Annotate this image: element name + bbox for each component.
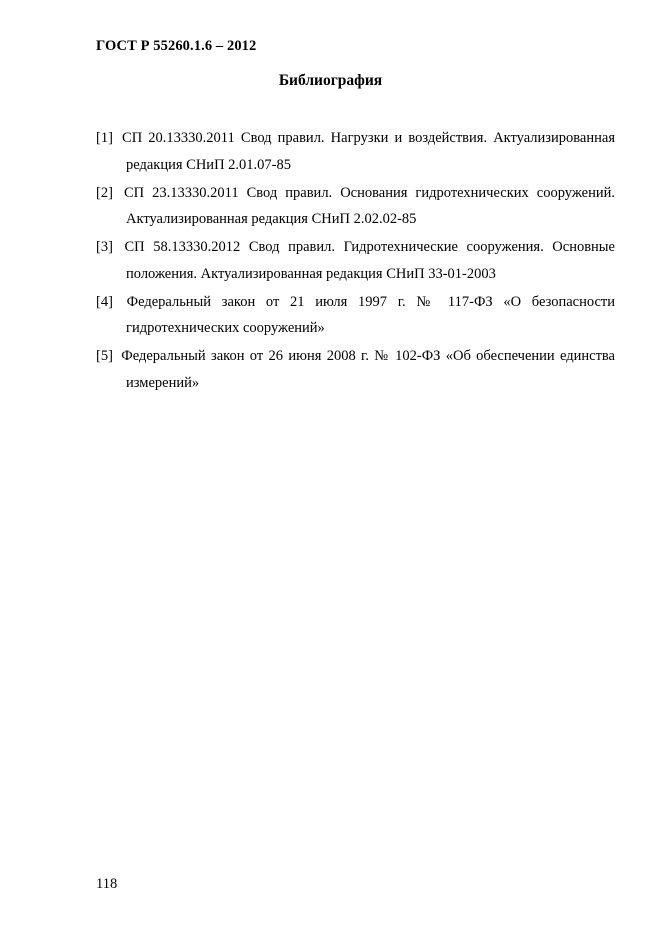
reference-text: СП 58.13330.2012 Свод правил. Гидротехнические сооружения. Основные положения. Актуализированная редакция СНиП 33-01-2003	[124, 239, 615, 282]
reference-text: Федеральный закон от 26 июня 2008 г. № 102-ФЗ «Об обеспечении единства измерений»	[121, 348, 615, 391]
bibliography-list	[96, 125, 615, 398]
page-title: Библиография	[278, 72, 383, 89]
reference-number: [4]	[96, 293, 113, 310]
bibliography-item	[96, 125, 615, 178]
reference-text: Федеральный закон от 21 июля 1997 г. № 117-ФЗ «О безопасности гидротехнических сооружений»	[126, 293, 616, 336]
bibliography-item	[96, 343, 615, 396]
bibliography-item	[96, 289, 615, 342]
reference-number: [1]	[96, 130, 113, 146]
bibliography-item	[96, 180, 615, 233]
reference-text: СП 20.13330.2011 Свод правил. Нагрузки и воздействия. Актуализированная редакция СНиП 2.01.07-85	[122, 130, 615, 173]
reference-text: СП 23.13330.2011 Свод правил. Основания гидротехнических сооружений. Актуализированная редакция СНиП 2.02.02-85	[123, 184, 616, 227]
bibliography-item	[96, 234, 615, 287]
reference-number: [3]	[96, 239, 113, 255]
page-number: 118	[96, 876, 118, 892]
document-code: ГОСТ Р 55260.1.6 – 2012	[96, 38, 257, 54]
reference-number: [2]	[96, 184, 113, 201]
reference-number: [5]	[96, 348, 113, 364]
